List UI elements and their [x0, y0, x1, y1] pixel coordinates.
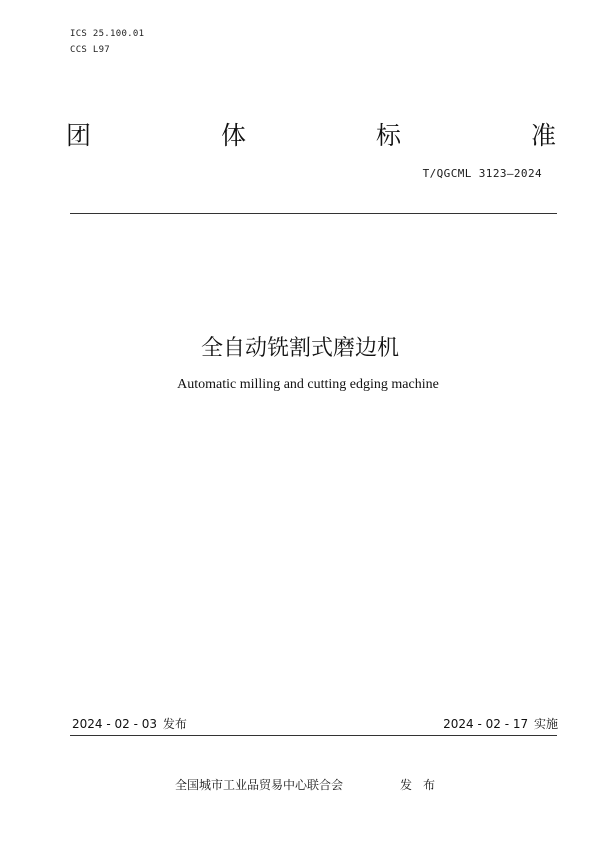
document-title-zh: 全自动铣割式磨边机 [200, 336, 399, 361]
standard-type-char: 标 [375, 121, 401, 150]
footer-divider [70, 735, 557, 736]
standard-number: T/QGCML 3123—2024 [422, 167, 542, 180]
implementation-date-value: 2024 - 02 - 17 [443, 717, 529, 731]
publish-label: 发布 [400, 778, 447, 792]
implementation-date [443, 715, 558, 732]
ics-code: ICS 25.100.01 [70, 29, 145, 39]
standard-type-char: 准 [530, 121, 556, 150]
document-title-en: Automatic milling and cutting edging machine [177, 377, 439, 392]
issue-date [72, 715, 187, 732]
issue-date-label: 发布 [162, 717, 187, 731]
issue-date-value: 2024 - 02 - 03 [72, 717, 157, 731]
standard-type-char: 体 [220, 121, 246, 150]
header-divider [70, 213, 557, 214]
implementation-date-label: 实施 [533, 717, 558, 731]
ccs-code: CCS L97 [70, 45, 111, 55]
standard-type-char: 团 [66, 121, 92, 150]
publisher-name: 全国城市工业品贸易中心联合会 [175, 778, 344, 792]
standard-type-title [66, 116, 556, 152]
